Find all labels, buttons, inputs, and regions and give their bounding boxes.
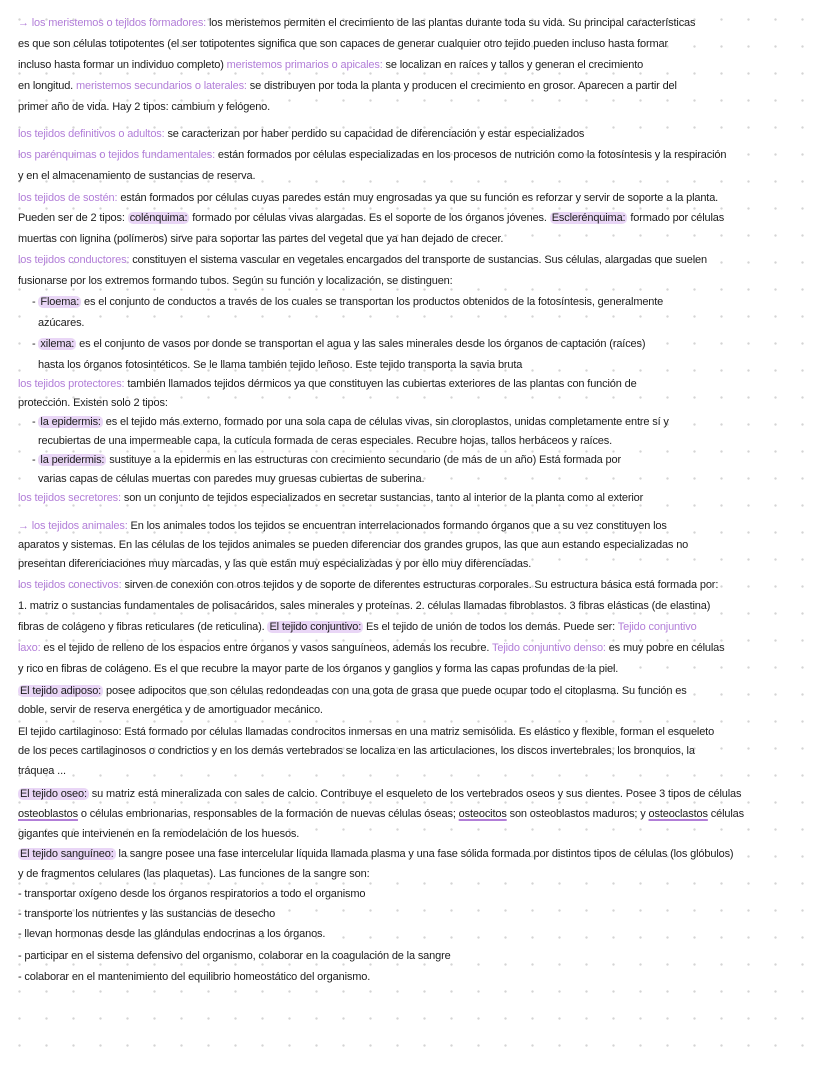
note-text: la sangre posee una fase intercelular líquida llamada plasma y una fase sólida formada por distintos tipos de células (los glóbulos): [115, 848, 734, 860]
note-text: son osteoblastos maduros; y: [506, 808, 649, 820]
note-text: En los animales todos los tejidos se encuentran interrelacionados formando órganos que a su vez constituyen los: [127, 520, 667, 532]
note-text: -: [32, 296, 39, 308]
note-line: [18, 211, 724, 226]
section-heading: los tejidos conectivos:: [18, 579, 122, 591]
underlined-term: osteoclastos: [648, 808, 708, 820]
note-line: [18, 641, 725, 656]
highlighted-term: El tejido adiposo:: [20, 685, 102, 697]
note-text: Es el tejido de unión de todos los demás. Puede ser:: [363, 621, 618, 633]
note-text: primer año de vida. Hay 2 tipos: cambium y felógeno.: [18, 101, 271, 113]
section-heading: → los meristemos o tejidos formadores:: [18, 17, 207, 29]
note-line: [18, 37, 668, 52]
note-text: - transporte los nutrientes y las sustancias de desecho: [18, 908, 276, 920]
note-text: sustituye a la epidermis en las estructuras con crecimiento secundario (de más de un año) Está formada por: [106, 454, 622, 466]
note-text: están formados por células cuyas paredes están muy engrosadas ya que su función es reforzar y servir de soporte a la planta.: [117, 192, 719, 204]
note-line: [18, 867, 370, 882]
highlighted-term: la peridermis:: [40, 454, 105, 466]
highlighted-term: El tejido conjuntivo:: [269, 621, 362, 633]
note-text: - participar en el sistema defensivo del organismo, colaborar en la coagulación de la sangre: [18, 950, 451, 962]
note-text: y de fragmentos celulares (las plaquetas). Las funciones de la sangre son:: [18, 868, 370, 880]
note-text: recubiertas de una impermeable capa, la cutícula formada de ceras especiales. Recubre hojas, tallos herbáceos y raíces.: [38, 435, 613, 447]
note-line: [32, 337, 645, 352]
note-text: Pueden ser de 2 tipos:: [18, 212, 128, 224]
note-text: son un conjunto de tejidos especializados en secretar sustancias, tanto al interior de la planta como al exterior: [120, 492, 644, 504]
highlighted-term: El tejido sanguíneo:: [20, 848, 114, 860]
note-line: [18, 16, 695, 31]
underlined-term: osteoblastos: [18, 808, 78, 820]
note-text: aparatos y sistemas. En las células de los tejidos animales se pueden diferenciar dos grandes grupos, las que aun estando especializadas no: [18, 539, 689, 551]
underlined-term: osteocitos: [458, 808, 507, 820]
note-line: [18, 491, 643, 506]
note-line: [18, 764, 66, 779]
note-text: es muy pobre en células: [605, 642, 725, 654]
note-line: [32, 415, 669, 430]
section-heading: laxo:: [18, 642, 41, 654]
highlighted-term: El tejido oseo:: [20, 788, 87, 800]
note-line: [18, 100, 270, 115]
note-line: [18, 169, 255, 184]
note-text: fibras de colágeno y fibras reticulares (de reticulina).: [18, 621, 268, 633]
note-line: [18, 827, 299, 842]
note-line: [18, 578, 718, 593]
section-heading: Tejido conjuntivo: [617, 621, 697, 633]
note-line: [18, 887, 365, 902]
note-line: [18, 927, 325, 942]
note-text: protección. Existen solo 2 tipos:: [18, 397, 168, 409]
note-line: [18, 949, 451, 964]
note-line: [18, 599, 710, 614]
note-text: formado por células vivas alargadas. Es el soporte de los órganos jóvenes.: [189, 212, 550, 224]
note-text: y rico en fibras de colágeno. Es el que recubre la mayor parte de los órganos y ganglios y forma las capas profundas de la piel.: [18, 663, 619, 675]
note-text: de los peces cartilaginosos o condrictios y en los demás vertebrados se localiza en las articulaciones, los discos invertebrales, los bronquios, la: [18, 745, 695, 757]
note-text: incluso hasta formar un individuo completo): [18, 59, 227, 71]
note-text: se distribuyen por toda la planta y producen el crecimiento en grosor. Aparecen a partir del: [246, 80, 677, 92]
section-heading: los parénquimas o tejidos fundamentales:: [18, 149, 216, 161]
note-line: [18, 519, 667, 534]
note-text: varias capas de células muertas con paredes muy gruesas cubiertas de suberina.: [38, 473, 425, 485]
note-text: -: [32, 454, 39, 466]
note-text: su matriz está mineralizada con sales de calcio. Contribuye el esqueleto de los vertebrados oseos y sus dientes. Posee 3 tipos de células: [88, 788, 742, 800]
note-line: [18, 684, 687, 699]
note-line: [18, 557, 531, 572]
note-line: [18, 274, 453, 289]
section-heading: → los tejidos animales:: [18, 520, 128, 532]
note-text: presentan diferenciaciones muy marcadas, y las que están muy especializadas y por ello muy diferenciadas.: [18, 558, 532, 570]
note-text: se caracterizan por haber perdido su capacidad de diferenciación y estar especializados: [164, 128, 585, 140]
note-line: [18, 807, 744, 822]
note-text: es el tejido de relleno de los espacios entre órganos y vasos sanguíneos, además los recubre.: [40, 642, 492, 654]
note-text: - transportar oxígeno desde los órganos respiratorios a todo el organismo: [18, 888, 366, 900]
note-line: [38, 358, 522, 373]
highlighted-term: Esclerénquima:: [551, 212, 626, 224]
note-text: y en el almacenamiento de sustancias de reserva.: [18, 170, 256, 182]
note-line: [38, 472, 424, 487]
note-text: 1. matriz o sustancias fundamentales de polisacáridos, sales minerales y proteínas. 2. células llamadas fibroblastos. 3 fibras elásticas (de elastina): [18, 600, 711, 612]
note-text: fusionarse por los extremos formando tubos. Según su función y localización, se distinguen:: [18, 275, 453, 287]
section-heading: los tejidos de sostén:: [18, 192, 118, 204]
note-text: posee adipocitos que son células redondeadas con una gota de grasa que puede ocupar todo el citoplasma. Su función es: [103, 685, 687, 697]
note-line: [18, 232, 503, 247]
note-text: - colaborar en el mantenimiento del equilibrio homeostático del organismo.: [18, 971, 371, 983]
note-line: [18, 787, 741, 802]
note-line: [18, 970, 370, 985]
section-heading: los tejidos protectores:: [18, 378, 125, 390]
note-line: [18, 253, 707, 268]
note-text: células: [707, 808, 744, 820]
note-text: es el tejido más externo, formado por una sola capa de células vivas, sin cloroplastos, unidas completamente entre sí y: [102, 416, 669, 428]
note-text: El tejido cartilaginoso: Está formado por células llamadas condrocitos inmersas en una matriz semisólida. Es elástico y flexible, forman el esqueleto: [18, 726, 715, 738]
note-line: [18, 907, 275, 922]
note-text: es el conjunto de conductos a través de los cuales se transportan los productos obtenidos de la fotosíntesis, generalmente: [81, 296, 664, 308]
note-text: -: [32, 416, 39, 428]
note-line: [18, 396, 168, 411]
note-text: formado por células: [627, 212, 725, 224]
note-text: muertas con lignina (polímeros) sirve para soportar las partes del vegetal que ya han dejado de crecer.: [18, 233, 504, 245]
section-heading: Tejido conjuntivo denso:: [492, 642, 606, 654]
note-line: [18, 620, 697, 635]
note-line: [18, 127, 584, 142]
note-line: [18, 744, 695, 759]
note-text: o células embrionarias, responsables de la formación de nuevas células óseas;: [77, 808, 459, 820]
note-text: gigantes que intervienen en la remodelación de los huesos.: [18, 828, 300, 840]
section-heading: meristemos primarios o apicales:: [226, 59, 383, 71]
note-text: en longitud.: [18, 80, 76, 92]
note-line: [38, 434, 612, 449]
note-line: [18, 703, 323, 718]
highlighted-term: xilema:: [40, 338, 75, 350]
note-text: doble, servir de reserva energética y de amortiguador mecánico.: [18, 704, 323, 716]
section-heading: los tejidos conductores:: [18, 254, 130, 266]
note-line: [18, 538, 688, 553]
highlighted-term: Floema:: [40, 296, 80, 308]
note-line: [32, 295, 663, 310]
note-line: [18, 58, 643, 73]
note-text: se localizan en raíces y tallos y generan el crecimiento: [382, 59, 644, 71]
note-text: azúcares.: [38, 317, 85, 329]
note-text: es que son células totipotentes (el ser totipotentes significa que son capaces de generar cualquier otro tejido pueden incluso hasta formar: [18, 38, 668, 50]
section-heading: meristemos secundarios o laterales:: [76, 80, 247, 92]
note-text: constituyen el sistema vascular en vegetales encargados del transporte de sustancias. Sus células, alargadas que suelen: [129, 254, 707, 266]
note-text: los meristemos permiten el crecimiento de las plantas durante toda su vida. Su principal características: [206, 17, 696, 29]
section-heading: los tejidos secretores:: [18, 492, 121, 504]
note-text: hasta los órganos fotosintéticos. Se le llama también tejido leñoso. Este tejido transporta la savia bruta: [38, 359, 523, 371]
note-line: [18, 377, 637, 392]
note-text: tráquea ...: [18, 765, 66, 777]
note-text: es el conjunto de vasos por donde se transportan el agua y las sales minerales desde los órganos de captación (raíces): [76, 338, 646, 350]
note-line: [38, 316, 84, 331]
note-line: [32, 453, 621, 468]
note-line: [18, 79, 677, 94]
note-line: [18, 148, 726, 163]
highlighted-term: la epidermis:: [40, 416, 101, 428]
note-text: están formados por células especializadas en los procesos de nutrición como la fotosíntesis y la respiración: [215, 149, 727, 161]
section-heading: los tejidos definitivos o adultos:: [18, 128, 165, 140]
note-line: [18, 725, 714, 740]
note-text: -: [32, 338, 39, 350]
note-text: - llevan hormonas desde las glándulas endocrinas a los órganos.: [18, 928, 326, 940]
note-line: [18, 847, 733, 862]
note-line: [18, 662, 618, 677]
note-text: sirven de conexión con otros tejidos y de soporte de diferentes estructuras corporales. Su estructura básica está formada por:: [121, 579, 719, 591]
highlighted-term: colénquima:: [129, 212, 188, 224]
note-text: también llamados tejidos dérmicos ya que constituyen las cubiertas exteriores de las plantas con función de: [124, 378, 637, 390]
note-line: [18, 191, 718, 206]
